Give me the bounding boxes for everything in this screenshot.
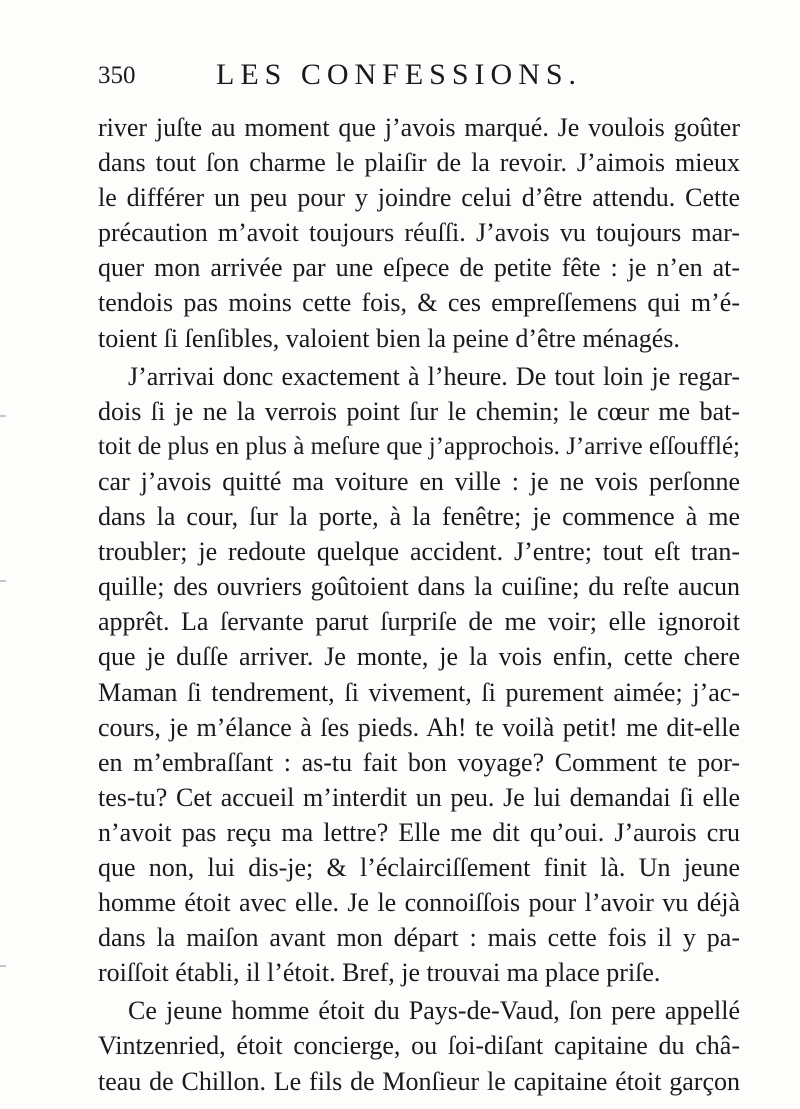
text-line: roiſſoit établi, il l’étoit. Bref, je trouvai ma place priſe. [98,958,661,988]
text-line: J’arrivai donc exactement à l’heure. De tout loin je regar- [128,361,740,391]
text-line: tendois pas moins cette fois, & ces empreſſemens qui m’é- [98,288,740,318]
margin-mark [0,415,6,417]
text-line: toient ſi ſenſibles, valoient bien la peine d’être ménagés. [98,323,680,353]
text-line: apprêt. La ſervante parut ſurpriſe de me voir; elle ignoroit [98,607,740,637]
text-line: toit de plus en plus à meſure que j’approchois. J’arrive eſſoufflé; [98,432,740,460]
text-line: que je duſſe arriver. Je monte, je la vois enfin, cette chere [98,642,740,672]
text-line: teau de Chillon. Le fils de Monſieur le capitaine étoit garçon [98,1066,740,1096]
text-line: Maman ſi tendrement, ſi vivement, ſi purement aimée; j’ac- [98,677,740,707]
page-number: 350 [98,62,136,89]
text-line: tes-tu? Cet accueil m’interdit un peu. Je lui demandai ſi elle [98,782,740,812]
text-line: troubler; je redoute quelque accident. J’entre; tout eſt tran- [98,537,740,567]
text-line: dans tout ſon charme le plaiſir de la revoir. J’aimois mieux [98,148,740,178]
margin-mark [0,580,6,582]
text-line: car j’avois quitté ma voiture en ville : je ne vois perſonne [98,466,740,496]
text-line: quer mon arrivée par une eſpece de petite fête : je n’en at- [98,253,740,283]
text-line: Ce jeune homme étoit du Pays-de-Vaud, ſon pere appellé [128,996,740,1026]
text-line: n’avoit pas reçu ma lettre? Elle me dit qu’oui. J’aurois cru [98,817,740,847]
margin-mark [0,965,6,967]
text-line: Vintzenried, étoit concierge, ou ſoi-diſant capitaine du châ- [98,1031,740,1061]
text-line: quille; des ouvriers goûtoient dans la cuiſine; du reſte aucun [98,572,740,602]
text-line: dans la maiſon avant mon départ : mais cette fois il y pa- [98,923,740,953]
page-header [98,58,738,98]
text-line: cours, je m’élance à ſes pieds. Ah! te voilà petit! me dit-elle [98,712,740,742]
running-title: LES CONFESSIONS. [216,58,583,91]
text-line: dans la cour, ſur la porte, à la fenêtre; je commence à me [98,502,740,532]
text-line: précaution m’avoit toujours réuſſi. J’avois vu toujours mar- [98,218,740,248]
text-line: dois ſi je ne la verrois point ſur le chemin; le cœur me bat- [98,396,740,426]
body-text [98,110,740,1099]
text-line: river juſte au moment que j’avois marqué. Je voulois goûter [98,113,740,142]
text-line: homme étoit avec elle. Je le connoiſſois pour l’avoir vu déjà [98,888,740,918]
text-line: que non, lui dis-je; & l’éclairciſſement finit là. Un jeune [98,852,740,882]
text-line: le différer un peu pour y joindre celui d’être attendu. Cette [98,183,740,213]
text-line: en m’embraſſant : as-tu fait bon voyage? Comment te por- [98,747,740,777]
